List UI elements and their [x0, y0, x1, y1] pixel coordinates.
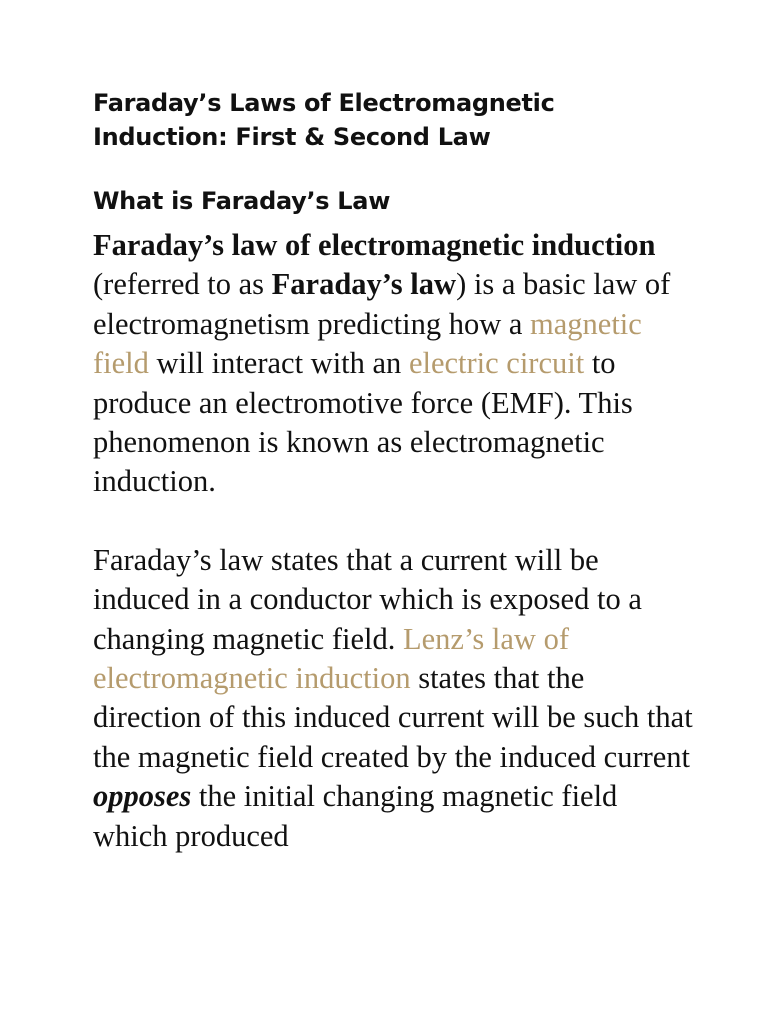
paragraph-text: ) is a basic law of electromagnetism predicting how a	[93, 267, 671, 341]
link-magnetic-field[interactable]: magnetic field	[93, 306, 642, 381]
paragraph-text: Faraday’s law states that a current will be induced in a conductor which is exposed to a changing magnetic field.	[93, 542, 642, 656]
emphasis-opposes: opposes	[93, 779, 192, 814]
paragraph-text: the initial changing magnetic field which produced	[93, 779, 618, 853]
paragraph-text: (referred to as	[93, 267, 272, 302]
paragraph-text: to produce an electromotive force (EMF). This phenomenon is known as electromagnetic induction.	[93, 346, 633, 499]
term-faradays-law-full: Faraday’s law of electromagnetic induction	[93, 228, 656, 262]
document-title: Faraday’s Laws of Electromagnetic Induction: First & Second Law	[93, 89, 555, 151]
paragraph-definition	[93, 226, 693, 502]
paragraph-text: will interact with an	[148, 346, 409, 381]
paragraph-text: states that the direction of this induced current will be such that the magnetic field created by the induced current	[93, 661, 693, 774]
paragraph-statement	[93, 541, 693, 856]
link-electric-circuit[interactable]: electric circuit	[408, 346, 585, 381]
link-lenzs-law[interactable]: Lenz’s law of electromagnetic induction	[93, 621, 569, 696]
document-page	[93, 86, 693, 856]
section-heading: What is Faraday’s Law	[93, 187, 391, 215]
term-faradays-law: Faraday’s law	[271, 267, 457, 302]
